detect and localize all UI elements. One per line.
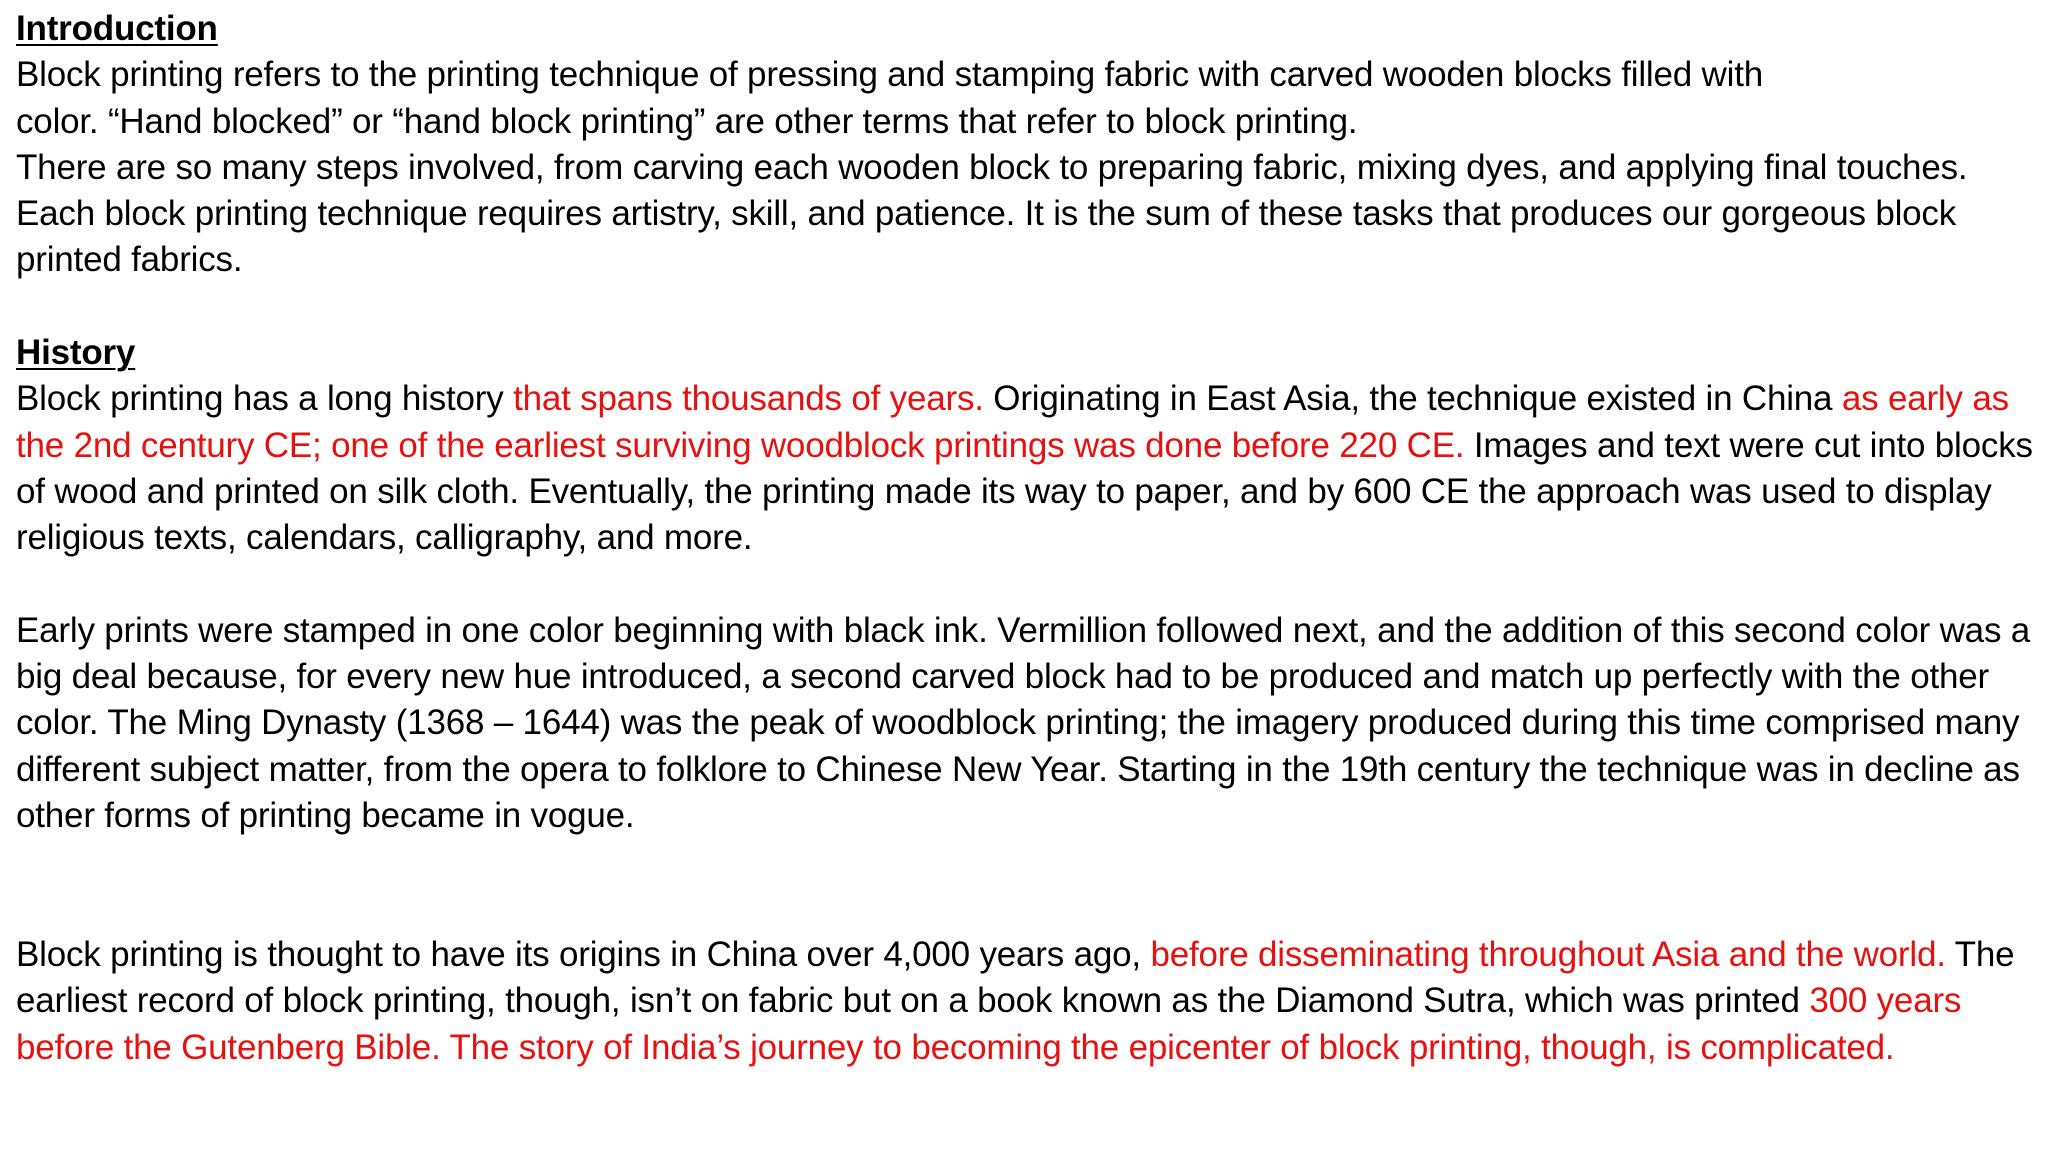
- history-p1-highlight-2: as early as the 2nd century CE; one of the earliest surviving woodblock printings was done before 220 CE.: [16, 379, 2009, 465]
- spacer: [16, 839, 2038, 932]
- document-page: [16, 6, 2038, 1071]
- history-p3-highlight-2: 300 years before the Gutenberg Bible. The story of India’s journey to becoming the epicenter of block printing, though, is complicated.: [16, 981, 1962, 1067]
- spacer: [16, 562, 2038, 608]
- history-p3-text-2: The earliest record of block printing, though, isn’t on fabric but on a book known as the Diamond Sutra, which was printed: [16, 934, 2015, 1021]
- history-paragraph-1: [16, 376, 2038, 561]
- introduction-paragraph-2: There are so many steps involved, from carving each wooden block to preparing fabric, mixing dyes, and applying final touches. Each block printing technique requires artistry, skill, and patience. It is the sum of these tasks that produces our gorgeous block printed fabrics.: [16, 147, 1968, 280]
- introduction-heading: Introduction: [16, 9, 218, 48]
- history-heading: History: [16, 333, 136, 373]
- history-p3-highlight-1: before disseminating throughout Asia and the world.: [1150, 934, 1946, 974]
- introduction-paragraph-1: [16, 52, 2038, 145]
- spacer: [16, 284, 2038, 330]
- introduction-paragraph-1-line-2: color. “Hand blocked” or “hand block printing” are other terms that refer to block printing.: [16, 101, 1358, 141]
- history-p1-text-1: Block printing has a long history: [16, 379, 514, 419]
- history-p3-text-1: Block printing is thought to have its origins in China over 4,000 years ago,: [16, 934, 1151, 974]
- history-p1-text-2: Originating in East Asia, the technique existed in China: [983, 379, 1842, 419]
- history-p1-text-3: Images and text were cut into blocks of wood and printed on silk cloth. Eventually, the printing made its way to paper, and by 600 CE the approach was used to display religious texts, calendars, calligraphy, and more.: [16, 425, 2033, 558]
- history-paragraph-2: Early prints were stamped in one color beginning with black ink. Vermillion followed next, and the addition of this second color was a big deal because, for every new hue introduced, a second carved block had to be produced and match up perfectly with the other color. The Ming Dynasty (1368 – 1644) was the peak of woodblock printing; the imagery produced during this time comprised many different subject matter, from the opera to folklore to Chinese New Year. Starting in the 19th century the technique was in decline as other forms of printing became in vogue.: [16, 610, 2031, 836]
- history-paragraph-3: [16, 932, 2038, 1071]
- introduction-paragraph-1-line-1: Block printing refers to the printing technique of pressing and stamping fabric with carved wooden blocks filled with: [16, 55, 1763, 95]
- history-p1-highlight-1: that spans thousands of years.: [513, 379, 984, 419]
